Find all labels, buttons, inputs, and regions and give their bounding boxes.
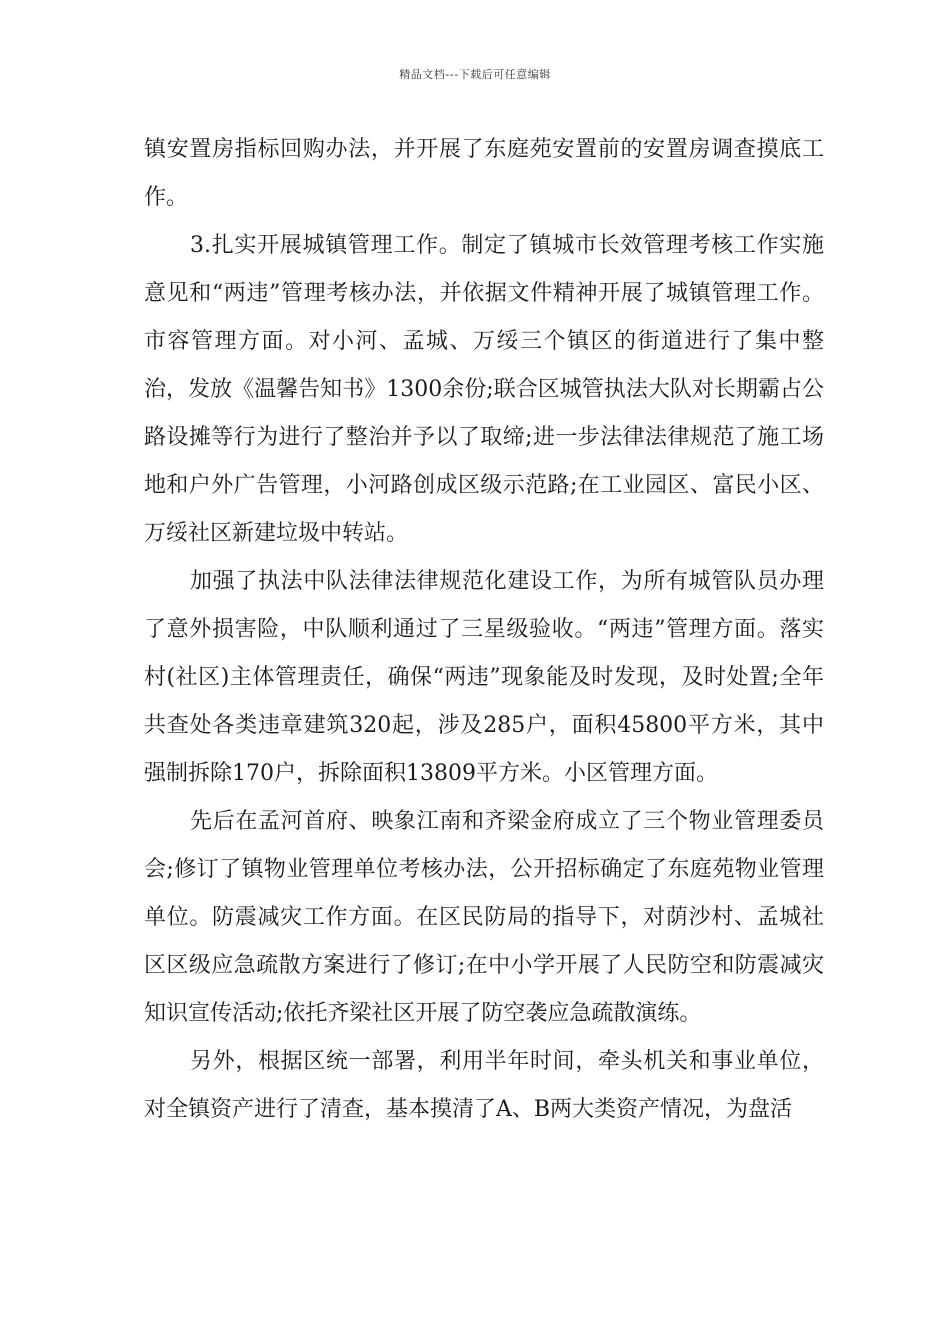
document-body xyxy=(144,126,824,1134)
paragraph-1: 镇安置房指标回购办法，并开展了东庭苑安置前的安置房调查摸底工作。 xyxy=(144,137,824,210)
paragraph-3: 加强了执法中队法律法律规范化建设工作，为所有城管队员办理了意外损害险，中队顺利通过了三星级验收。“两违”管理方面。落实村(社区)主体管理责任，确保“两违”现象能及时发现，及时处置;全年共查处各类违章建筑320起，涉及285户，面积45800平方米，其中强制拆除170户，拆除面积13809平方米。小区管理方面。 xyxy=(144,569,824,786)
page-header: 精品文档---下载后可任意编辑 xyxy=(399,68,551,81)
paragraph-5: 另外，根据区统一部署，利用半年时间，牵头机关和事业单位，对全镇资产进行了清查，基本摸清了A、B两大类资产情况，为盘活 xyxy=(144,1049,824,1122)
paragraph-2: 3.扎实开展城镇管理工作。制定了镇城市长效管理考核工作实施意见和“两违”管理考核办法，并依据文件精神开展了城镇管理工作。市容管理方面。对小河、孟城、万绥三个镇区的街道进行了集中整治，发放《温馨告知书》1300余份;联合区城管执法大队对长期霸占公路设摊等行为进行了整治并予以了取缔;进一步法律法律规范了施工场地和户外广告管理，小河路创成区级示范路;在工业园区、富民小区、万绥社区新建垃圾中转站。 xyxy=(144,233,824,546)
paragraph-4: 先后在孟河首府、映象江南和齐梁金府成立了三个物业管理委员会;修订了镇物业管理单位考核办法，公开招标确定了东庭苑物业管理单位。防震减灾工作方面。在区民防局的指导下，对荫沙村、孟城社区区级应急疏散方案进行了修订;在中小学开展了人民防空和防震减灾知识宣传活动;依托齐梁社区开展了防空袭应急疏散演练。 xyxy=(144,809,824,1026)
